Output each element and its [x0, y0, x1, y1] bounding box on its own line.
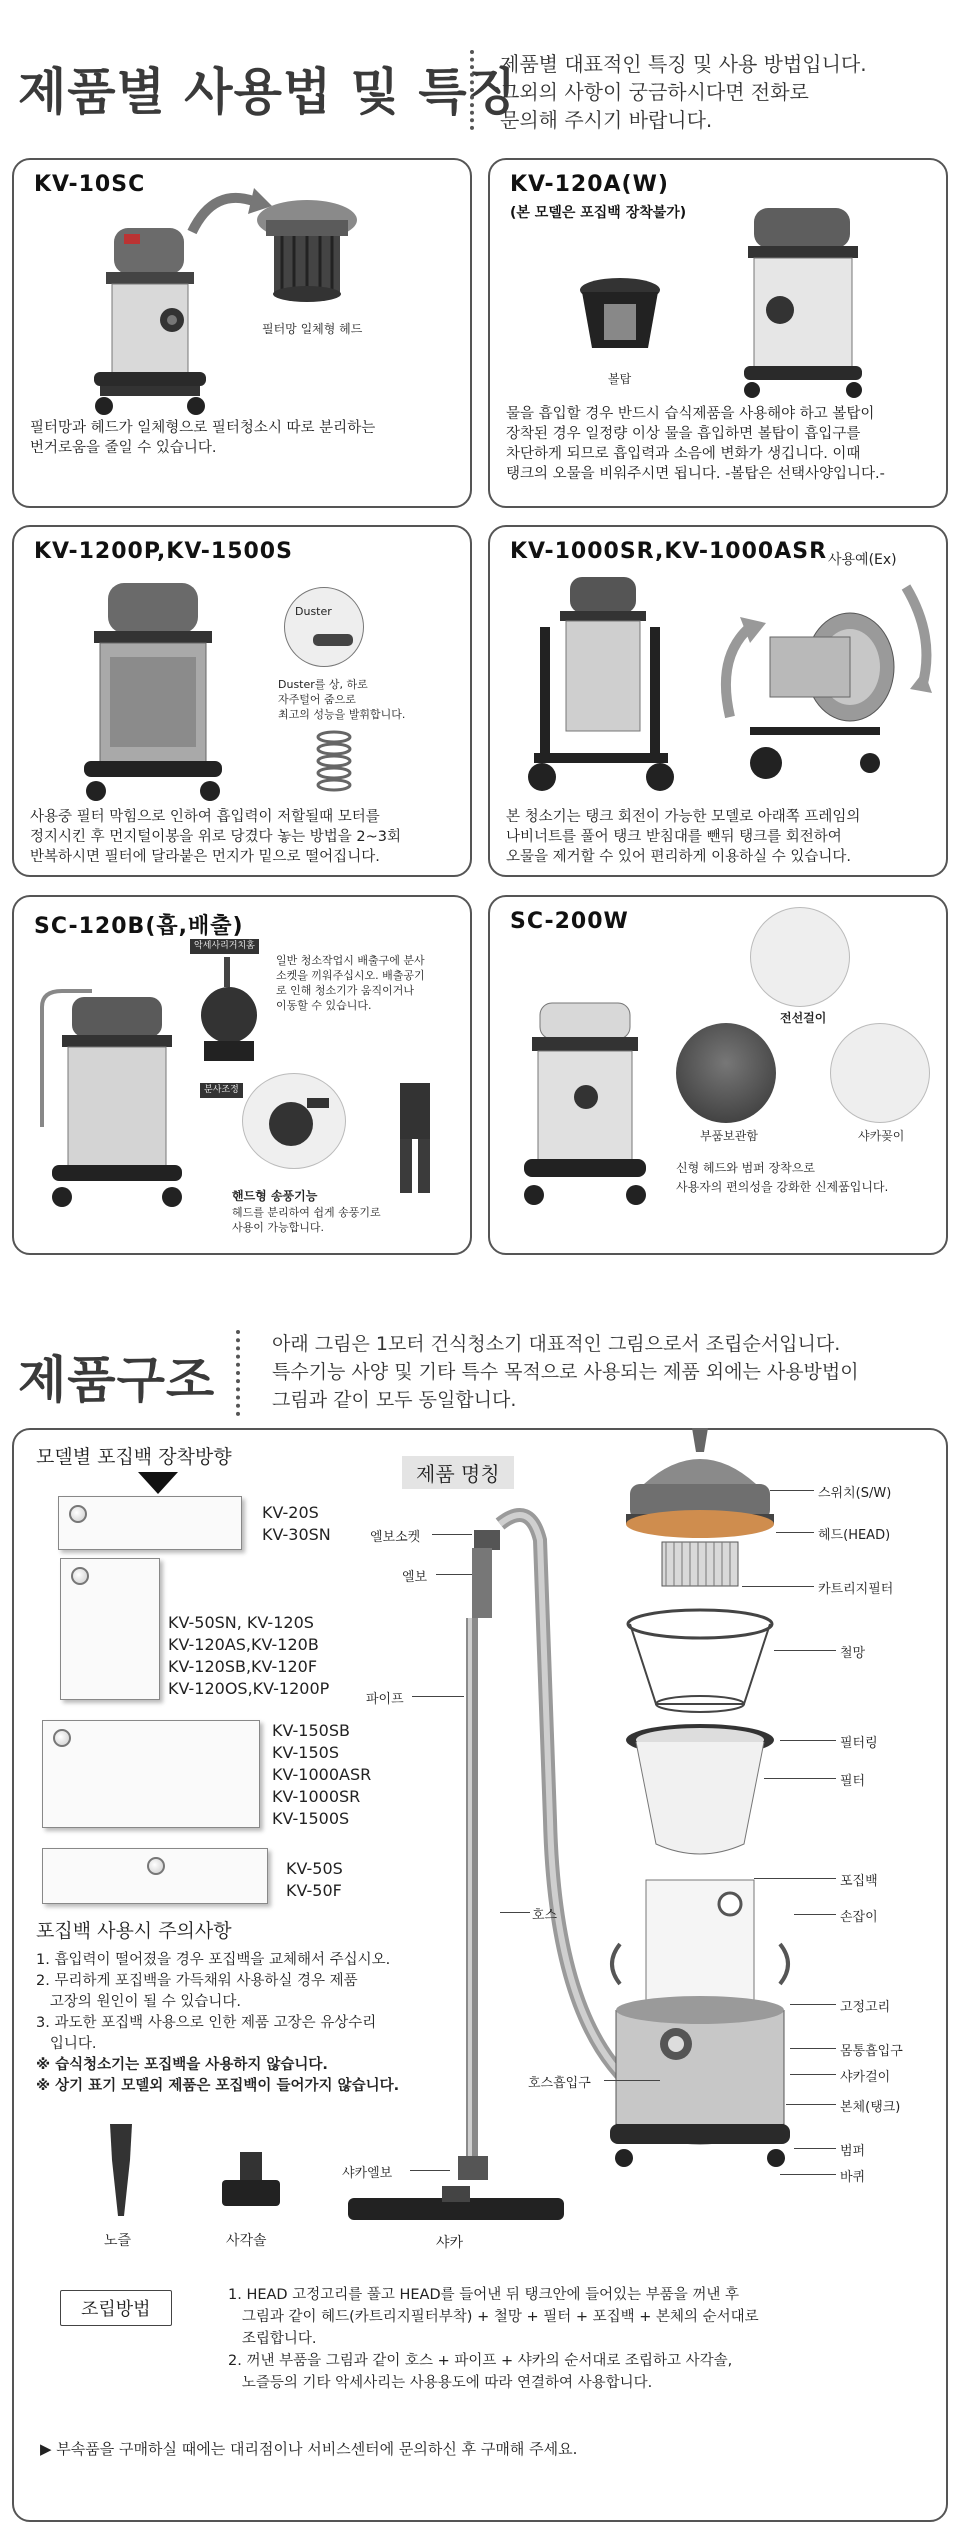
- model-name: KV-50SN, KV-120S: [168, 1613, 314, 1632]
- desc-line: 이동할 수 있습니다.: [276, 999, 372, 1012]
- section-title: 제품구조: [18, 1351, 216, 1409]
- part-label: 포집백: [840, 1874, 878, 1889]
- leader-line: [764, 1778, 836, 1779]
- model-list: [262, 1502, 331, 1546]
- part-label: 바퀴: [840, 2170, 866, 2185]
- part-label: 카트리지필터: [818, 1582, 894, 1597]
- part-label: 파이프: [366, 1692, 404, 1707]
- text-line: 정지시킨 후 먼지털이봉을 위로 당겼다 놓는 방법을 2~3회: [30, 829, 402, 845]
- leader-line: [790, 2004, 836, 2005]
- model-name: KV-50S: [286, 1859, 343, 1878]
- part-label: 본체(탱크): [840, 2100, 901, 2115]
- card-title: KV-10SC: [34, 172, 146, 197]
- leader-line: [412, 1696, 464, 1697]
- brush-image: [216, 2150, 286, 2220]
- model-name: KV-20S: [262, 1503, 319, 1522]
- intro-line: 그림과 같이 모두 동일합니다.: [272, 1389, 517, 1411]
- sc200w-description: [676, 1159, 888, 1197]
- intro-line: 그외의 사항이 궁금하시다면 전화로: [500, 80, 809, 104]
- vacuum-illustration: [84, 220, 234, 420]
- cord-hook-callout: [750, 907, 850, 1007]
- leader-line: [790, 2048, 836, 2049]
- leader-line: [770, 1490, 814, 1491]
- bag-diagram: [58, 1496, 242, 1550]
- bag-direction-heading: 모델별 포집백 장착방향: [36, 1446, 232, 1468]
- part-label: 헤드(HEAD): [818, 1528, 891, 1543]
- step-line: 그림과 같이 헤드(카트리지필터부착) + 철망 + 필터 + 포집백 + 본체의 순서대로: [228, 2309, 759, 2325]
- bag-hole-icon: [69, 1505, 87, 1523]
- section-intro: [272, 1330, 859, 1414]
- leader-line: [604, 2080, 660, 2081]
- feature-title: 핸드형 송풍기능: [232, 1189, 318, 1203]
- model-name: KV-50F: [286, 1881, 342, 1900]
- card-title: SC-120B(흡,배출): [34, 914, 244, 939]
- model-name: KV-30SN: [262, 1525, 331, 1544]
- tool-label: 샤카: [436, 2235, 464, 2251]
- leader-line: [780, 2174, 836, 2175]
- section-title: 제품별 사용법 및 특징: [18, 63, 517, 121]
- leader-line: [794, 2148, 836, 2149]
- text-line: 필터망과 헤드가 일체형으로 필터청소시 따로 분리하는: [30, 420, 376, 436]
- ball-float-image: [570, 270, 670, 360]
- caution-line: 입니다.: [36, 2036, 97, 2052]
- model-list: [286, 1858, 343, 1902]
- tank-rotation-image: [710, 577, 940, 797]
- text-line: 장착된 경우 일정량 이상 물을 흡입하면 볼탑이 흡입구를: [506, 426, 861, 442]
- caution-list: [36, 1950, 399, 2097]
- shaka-holder-callout: [830, 1023, 930, 1123]
- spring-image: [314, 727, 354, 797]
- vacuum-illustration: [74, 577, 234, 807]
- text-line: 본 청소기는 탱크 회전이 가능한 모델로 아래쪽 프레임의: [506, 809, 861, 825]
- divider-dots: [236, 1330, 240, 1416]
- divider-dots: [470, 50, 474, 130]
- step-line: 2. 꺼낸 부품을 그림과 같이 호스 + 파이프 + 샤카의 순서대로 조립하고 사각솔,: [228, 2353, 733, 2369]
- leader-line: [436, 1574, 472, 1575]
- leader-line: [432, 1534, 472, 1535]
- card-description: [30, 807, 456, 867]
- bag-diagram: [42, 1848, 268, 1904]
- feature-line: 사용이 가능합니다.: [232, 1221, 325, 1234]
- text-line: 번거로움을 줄일 수 있습니다.: [30, 440, 217, 456]
- text-line: 나비너트를 풀어 탱크 받침대를 뺀뒤 탱크를 회전하여: [506, 829, 842, 845]
- caution-heading: 포집백 사용시 주의사항: [36, 1920, 232, 1942]
- leader-line: [742, 1586, 814, 1587]
- desc-line: 로 인해 청소기가 움직이거나: [276, 984, 415, 997]
- bag-hole-icon: [147, 1857, 165, 1875]
- caption-line: Duster를 상, 하로: [278, 678, 368, 691]
- card-description: [30, 418, 456, 458]
- bag-hole-icon: [71, 1567, 89, 1585]
- card-sc-120b: [12, 895, 472, 1255]
- section-intro: [500, 50, 867, 134]
- part-label: 샤카엘보: [342, 2166, 393, 2181]
- nozzle-image: [96, 2120, 146, 2220]
- model-name: KV-1500S: [272, 1809, 350, 1828]
- card-subtitle: (본 모델은 포집백 장착불가): [510, 205, 687, 221]
- tool-label: 사각솔: [226, 2233, 267, 2249]
- intro-line: 제품별 대표적인 특징 및 사용 방법입니다.: [500, 52, 867, 76]
- text-line: 반복하시면 필터에 달라붙은 먼지가 밑으로 떨어집니다.: [30, 849, 380, 865]
- product-name-heading: 제품 명칭: [402, 1456, 514, 1489]
- text-line: 사용중 필터 막힘으로 인하여 흡입력이 저할될때 모터를: [30, 809, 380, 825]
- part-label: 고정고리: [840, 2000, 891, 2015]
- parts-box-callout: [676, 1023, 776, 1123]
- tag-accessory-slot: 악세사리거치홈: [190, 939, 259, 954]
- text-line: 신형 헤드와 범퍼 장착으로: [676, 1161, 815, 1175]
- leader-line: [786, 2104, 836, 2105]
- intro-line: 아래 그림은 1모터 건식청소기 대표적인 그림으로서 조립순서입니다.: [272, 1333, 841, 1355]
- part-label: 철망: [840, 1646, 866, 1661]
- part-label: 샤카걸이: [840, 2070, 891, 2085]
- leader-line: [790, 2074, 836, 2075]
- part-label: 스위치(S/W): [818, 1486, 892, 1501]
- assembly-steps: [228, 2284, 759, 2394]
- note-line: ※ 습식청소기는 포집백을 사용하지 않습니다.: [36, 2057, 328, 2073]
- card-title: KV-1000SR,KV-1000ASR: [510, 539, 828, 564]
- leader-line: [410, 2170, 450, 2171]
- caution-line: 1. 흡입력이 떨어졌을 경우 포집백을 교체해서 주십시오.: [36, 1952, 391, 1968]
- model-name: KV-120SB,KV-120F: [168, 1657, 318, 1676]
- step-line: 노즐등의 기타 악세사리는 사용용도에 따라 연결하여 사용합니다.: [228, 2375, 653, 2391]
- image-caption: 볼탑: [608, 372, 632, 386]
- part-label: 호스: [532, 1908, 558, 1923]
- text-line: 탱크의 오물을 비워주시면 됩니다. -볼탑은 선택사양입니다.-: [506, 466, 885, 482]
- leader-line: [754, 1878, 836, 1879]
- shaka-holder-label: 샤카꽂이: [858, 1129, 905, 1143]
- vacuum-on-frame-image: [510, 567, 690, 797]
- text-line: 차단하게 되므로 흡입력과 소음에 변화가 생깁니다. 이때: [506, 446, 861, 462]
- leader-line: [774, 1650, 836, 1651]
- model-list: [272, 1720, 371, 1830]
- tag-spray-adjust: 분사조정: [200, 1083, 243, 1098]
- sc120b-description: [276, 953, 425, 1013]
- duster-callout: [284, 587, 364, 667]
- desc-line: 소켓을 끼워주십시오. 배출공기: [276, 969, 425, 982]
- caution-line: 고장의 원인이 될 수 있습니다.: [36, 1994, 241, 2010]
- part-label: 범퍼: [840, 2144, 866, 2159]
- caption-line: 자주털어 줌으로: [278, 693, 356, 706]
- model-list: [168, 1612, 329, 1700]
- feature-text: [232, 1205, 381, 1235]
- part-label: 몸통흡입구: [840, 2044, 903, 2059]
- text-line: 물을 흡입할 경우 반드시 습식제품을 사용해야 하고 볼탑이: [506, 406, 875, 422]
- blower-callout: [242, 1073, 346, 1169]
- caution-line: 2. 무리하게 포집백을 가득채워 사용하실 경우 제품: [36, 1973, 358, 1989]
- card-title: KV-120A(W): [510, 172, 669, 197]
- head-unit-image: [194, 955, 264, 1075]
- image-caption: 필터망 일체형 헤드: [262, 322, 363, 336]
- footer-note: ▶ 부속품을 구매하실 때에는 대리점이나 서비스센터에 문의하신 후 구매해 주세요.: [40, 2440, 578, 2458]
- vacuum-parts-diagram: [600, 1424, 800, 2224]
- leader-line: [500, 1912, 530, 1913]
- filter-head-image: [252, 190, 362, 310]
- card-title: SC-200W: [510, 909, 629, 934]
- leader-line: [780, 1740, 836, 1741]
- vacuum-illustration: [32, 977, 192, 1217]
- assembly-label: 조립방법: [60, 2290, 172, 2326]
- vacuum-illustration: [510, 997, 660, 1217]
- card-description: [506, 404, 932, 484]
- part-label: 손잡이: [840, 1910, 878, 1925]
- tool-label: 노즐: [104, 2233, 132, 2249]
- bag-diagram: [60, 1558, 160, 1700]
- parts-box-label: 부품보관함: [700, 1129, 758, 1143]
- feature-line: 헤드를 분리하여 쉽게 송풍기로: [232, 1206, 381, 1219]
- note-line: ※ 상기 표기 모델외 제품은 포집백이 들어가지 않습니다.: [36, 2078, 400, 2094]
- duster-caption: [278, 677, 405, 722]
- intro-line: 특수기능 사양 및 기타 특수 목적으로 사용되는 제품 외에는 사용방법이: [272, 1361, 859, 1383]
- vacuum-illustration: [730, 200, 880, 400]
- bag-diagram: [42, 1720, 260, 1828]
- part-label: 호스흡입구: [528, 2076, 591, 2091]
- part-label: 필터링: [840, 1736, 878, 1751]
- model-name: KV-120OS,KV-1200P: [168, 1679, 330, 1698]
- caption-line: 최고의 성능을 발휘합니다.: [278, 708, 406, 721]
- model-name: KV-1000SR: [272, 1787, 361, 1806]
- down-arrow-icon: [138, 1472, 178, 1494]
- duster-label: Duster: [295, 605, 332, 618]
- model-name: KV-150SB: [272, 1721, 350, 1740]
- intro-line: 문의해 주시기 바랍니다.: [500, 108, 713, 132]
- card-kv-120a: [488, 158, 948, 508]
- model-name: KV-120AS,KV-120B: [168, 1635, 319, 1654]
- card-description: [506, 807, 932, 867]
- card-sc-200w: [488, 895, 948, 1255]
- model-name: KV-1000ASR: [272, 1765, 372, 1784]
- model-name: KV-150S: [272, 1743, 339, 1762]
- desc-line: 일반 청소작업시 배출구에 분사: [276, 954, 425, 967]
- worker-image: [374, 1077, 454, 1197]
- caution-line: 3. 과도한 포집백 사용으로 인한 제품 고장은 유상수리: [36, 2015, 377, 2031]
- card-kv-10sc: [12, 158, 472, 508]
- text-line: 오물을 제거할 수 있어 편리하게 이용하실 수 있습니다.: [506, 849, 852, 865]
- step-line: 조립합니다.: [228, 2331, 317, 2347]
- bag-hole-icon: [53, 1729, 71, 1747]
- blower-image: [261, 1088, 331, 1154]
- part-label: 엘보: [402, 1570, 428, 1585]
- example-label: 사용예(Ex): [828, 552, 897, 568]
- leader-line: [776, 1532, 814, 1533]
- card-title: KV-1200P,KV-1500S: [34, 539, 293, 564]
- part-label: 필터: [840, 1774, 866, 1789]
- leader-line: [794, 1914, 836, 1915]
- duster-handle-image: [311, 624, 355, 654]
- card-kv-1200p: [12, 525, 472, 877]
- cord-hook-label: 전선걸이: [780, 1011, 827, 1025]
- card-kv-1000sr: [488, 525, 948, 877]
- text-line: 사용자의 편의성을 강화한 신제품입니다.: [676, 1180, 889, 1194]
- part-label: 엘보소켓: [370, 1530, 421, 1545]
- step-line: 1. HEAD 고정고리를 풀고 HEAD를 들어낸 뒤 탱크안에 들어있는 부품을 꺼낸 후: [228, 2287, 740, 2303]
